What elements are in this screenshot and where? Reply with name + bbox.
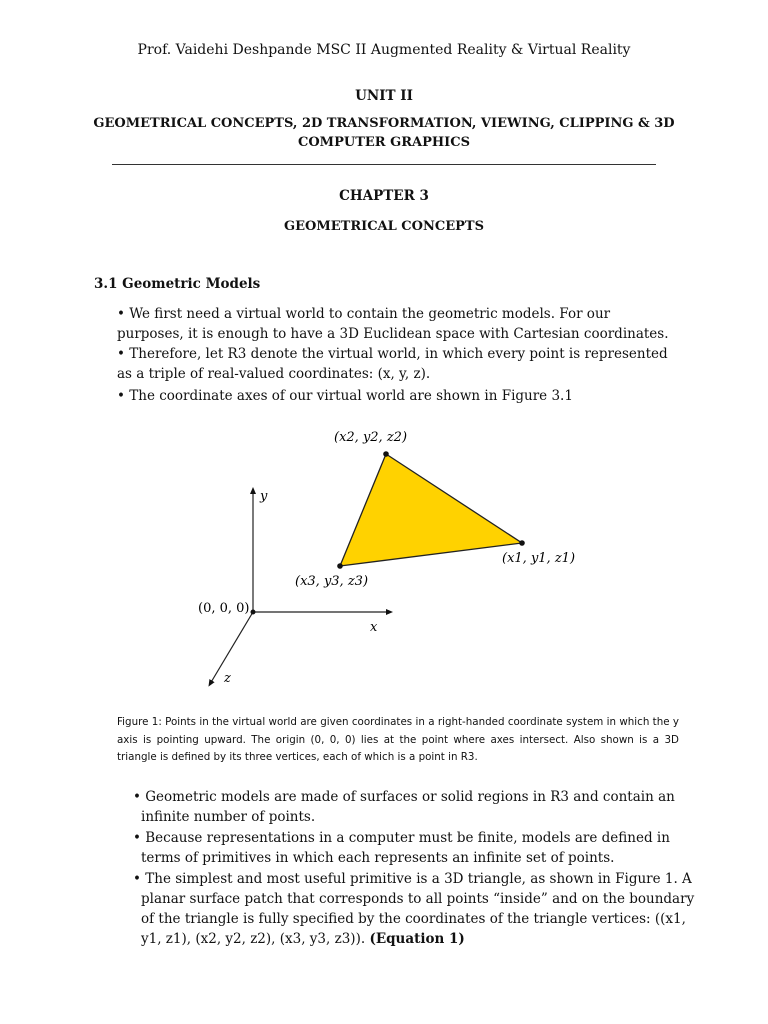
vertex-1-label: (x1, y1, z1) [502,551,576,566]
bullet-item: • Because representations in a computer must be finite, models are defined in terms of primitives in which each represents an infinite set of points. [133,830,670,866]
unit-subtitle: GEOMETRICAL CONCEPTS, 2D TRANSFORMATION, VIEWING, CLIPPING & 3D COMPUTER GRAPHICS [93,116,675,150]
vertex-1-point [519,540,525,546]
equation-label: (Equation 1) [369,931,465,947]
bullet-item [117,869,701,949]
vertex-2-label: (x2, y2, z2) [334,430,408,445]
vertex-3-point [337,563,343,569]
origin-point [251,610,256,615]
unit-title: UNIT II [355,88,413,104]
x-axis-label: x [370,620,378,635]
origin-label: (0, 0, 0) [198,601,250,616]
z-axis-line [210,612,253,684]
z-axis-label: z [224,671,231,686]
bullet-text: • The simplest and most useful primitive is a 3D triangle, as shown in Figure 1. A planar surface patch that corresponds to all points “inside” and on the boundary of the triangle is fully specified by the coordinates of the triangle vertices: ((x1, y1, z1), (x2, y2, z2), (x3, y3, z3)). [133,871,695,947]
chapter-title: GEOMETRICAL CONCEPTS [284,219,484,234]
running-header: Prof. Vaidehi Deshpande MSC II Augmented Reality & Virtual Reality [137,42,631,58]
bullet-item: • Geometric models are made of surfaces or solid regions in R3 and contain an infinite number of points. [133,789,675,825]
vertex-2-point [383,451,389,457]
figure-caption: Figure 1: Points in the virtual world are given coordinates in a right-handed coordinate system in which the y axis is pointing upward. The origin (0, 0, 0) lies at the point where axes intersect. Also shown is a 3D triangle is defined by its three vertices, each of which is a point in R3. [117,716,679,763]
intro-paragraph: • We first need a virtual world to contain the geometric models. For our purposes, it is enough to have a 3D Euclidean space with Cartesian coordinates. • Therefore, let R3 denote the virtual world, in which every point is represented as a triple of real-valued coordinates: (x, y, z). [117,306,669,382]
chapter-label: CHAPTER 3 [339,188,429,204]
triangle-shape [340,454,522,566]
y-axis-label: y [260,489,268,504]
figure-reference-paragraph: • The coordinate axes of our virtual world are shown in Figure 3.1 [117,388,573,404]
vertex-3-label: (x3, y3, z3) [295,574,369,589]
section-heading: 3.1 Geometric Models [94,276,261,292]
